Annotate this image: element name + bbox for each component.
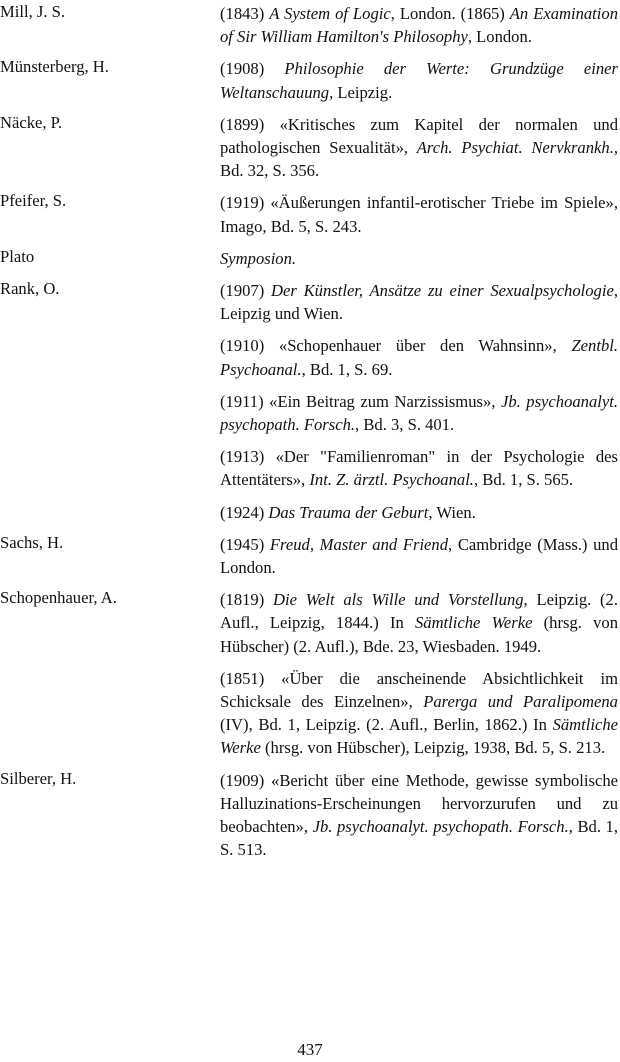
bib-work xyxy=(220,191,618,237)
bib-entry xyxy=(0,2,620,48)
bib-work xyxy=(220,769,618,862)
bib-work xyxy=(220,390,618,436)
bib-title: Freud, Master and Friend xyxy=(269,534,449,554)
bib-title: Zentbl. Psychoanal. xyxy=(220,336,618,379)
bib-text: (1910) «Schopenhauer über den Wahnsinn», xyxy=(220,336,572,356)
bib-work xyxy=(220,334,618,380)
bib-text: (1919) «Äußerungen infantil-erotischer Triebe im Spiele», Imago, Bd. 5, S. 243. xyxy=(220,193,618,236)
bib-entry xyxy=(0,334,620,380)
bib-work xyxy=(220,2,618,48)
bib-text: (1913) «Der "Familienroman" in der Psychologie des Attentäters», xyxy=(220,447,618,490)
bib-text: , Leipzig. xyxy=(329,82,393,102)
bib-text: (hrsg. von Hübscher) (2. Aufl.), Bde. 23, Wiesbaden. 1949. xyxy=(220,613,618,656)
bib-author: Schopenhauer, A. xyxy=(0,588,117,608)
bib-text: (1924) xyxy=(220,502,269,522)
bib-text: , London. xyxy=(467,27,532,47)
bib-entry xyxy=(0,533,620,579)
bib-text: , Wien. xyxy=(428,502,476,522)
bib-text: , Bd. 1, S. 565. xyxy=(473,470,574,490)
bibliography xyxy=(0,2,620,871)
bib-text: , Leipzig und Wien. xyxy=(220,281,618,324)
bib-text: , Bd. 1, S. 513. xyxy=(220,817,618,860)
bib-title: A System of Logic xyxy=(269,4,391,23)
bib-entry xyxy=(0,667,620,760)
bib-title: Die Welt als Wille und Vorstellung xyxy=(273,590,524,610)
bib-title: Int. Z. ärztl. Psychoanal. xyxy=(309,470,474,490)
page-number: 437 xyxy=(297,1040,323,1059)
bib-title: Der Künstler, Ansätze zu einer Sexualpsychologie xyxy=(271,281,614,301)
bib-author: Sachs, H. xyxy=(0,532,64,552)
bib-title: Sämtliche Werke xyxy=(220,715,618,758)
bib-text: (1819) xyxy=(220,590,273,610)
bib-text: (1909) «Bericht über eine Methode, gewisse symbolische Halluzinations-Erscheinungen hervorzurufen und zu beobachten», xyxy=(220,770,618,837)
bib-author: Näcke, P. xyxy=(0,112,63,132)
bib-title: Philosophie der Werte: Grundzüge einer Weltanschauung xyxy=(220,59,618,102)
bib-text: (IV), Bd. 1, Leipzig. (2. Aufl., Berlin, 1862.) In xyxy=(220,715,553,735)
bib-work xyxy=(220,588,618,658)
bib-text: (hrsg. von Hübscher), Leipzig, 1938, Bd. 5, S. 213. xyxy=(260,738,606,758)
bib-work xyxy=(220,279,618,325)
bib-work xyxy=(220,57,618,103)
bib-author: Münsterberg, H. xyxy=(0,57,109,77)
bib-work xyxy=(220,667,618,760)
bib-work xyxy=(220,445,618,491)
bib-entry xyxy=(0,390,620,436)
bib-text: (1908) xyxy=(220,59,285,79)
bib-text: , Bd. 32, S. 356. xyxy=(220,138,618,181)
bib-entry xyxy=(0,445,620,491)
bib-author: Pfeifer, S. xyxy=(0,191,67,211)
bib-text: (1907) xyxy=(220,281,272,301)
bib-author: Rank, O. xyxy=(0,279,60,299)
bib-text: (1843) xyxy=(220,4,270,23)
bib-entry xyxy=(0,588,620,658)
bib-author: Silberer, H. xyxy=(0,768,77,788)
bib-work xyxy=(220,501,618,524)
bib-text: (1945) xyxy=(220,534,270,554)
bib-title: Jb. psychoanalyt. psychopath. Forsch. xyxy=(312,817,569,837)
bib-title: Arch. Psychiat. Nervkrankh. xyxy=(416,138,614,158)
bib-text: (1911) «Ein Beitrag zum Narzissismus», xyxy=(220,391,501,411)
bib-text: , Cambridge (Mass.) und London. xyxy=(220,534,619,578)
bib-text: , Bd. 1, S. 69. xyxy=(301,359,393,379)
bib-title: Jb. psychoanalyt. psychopath. Forsch. xyxy=(220,391,618,435)
bib-title: Parerga und Paralipomena xyxy=(423,692,618,712)
bib-author: Mill, J. S. xyxy=(0,2,66,21)
bib-text: , Leipzig. (2. Aufl., Leipzig, 1844.) In xyxy=(220,590,618,633)
bib-entry xyxy=(0,191,620,237)
bib-entry xyxy=(0,279,620,325)
bib-text: , Bd. 3, S. 401. xyxy=(355,415,455,435)
bib-text: (1899) «Kritisches zum Kapitel der normalen und pathologischen Sexualität», xyxy=(220,114,618,158)
bib-entry xyxy=(0,247,620,270)
bib-work xyxy=(220,533,618,579)
bib-author: Plato xyxy=(0,246,35,266)
bib-work xyxy=(220,247,618,270)
bib-title: An Examination of Sir William Hamilton's Philosophy xyxy=(220,4,618,47)
bib-title: Symposion. xyxy=(220,248,297,268)
bib-title: Sämtliche Werke xyxy=(414,613,533,633)
bib-entry xyxy=(0,113,620,183)
bib-entry xyxy=(0,57,620,103)
bib-text: , London. (1865) xyxy=(390,4,510,23)
bib-text: (1851) «Über die anscheinende Absichtlichkeit im Schicksale des Einzelnen», xyxy=(220,668,618,712)
bib-title: Das Trauma der Geburt xyxy=(268,502,429,522)
bib-entry xyxy=(0,769,620,862)
bib-work xyxy=(220,113,618,183)
bib-entry xyxy=(0,501,620,524)
